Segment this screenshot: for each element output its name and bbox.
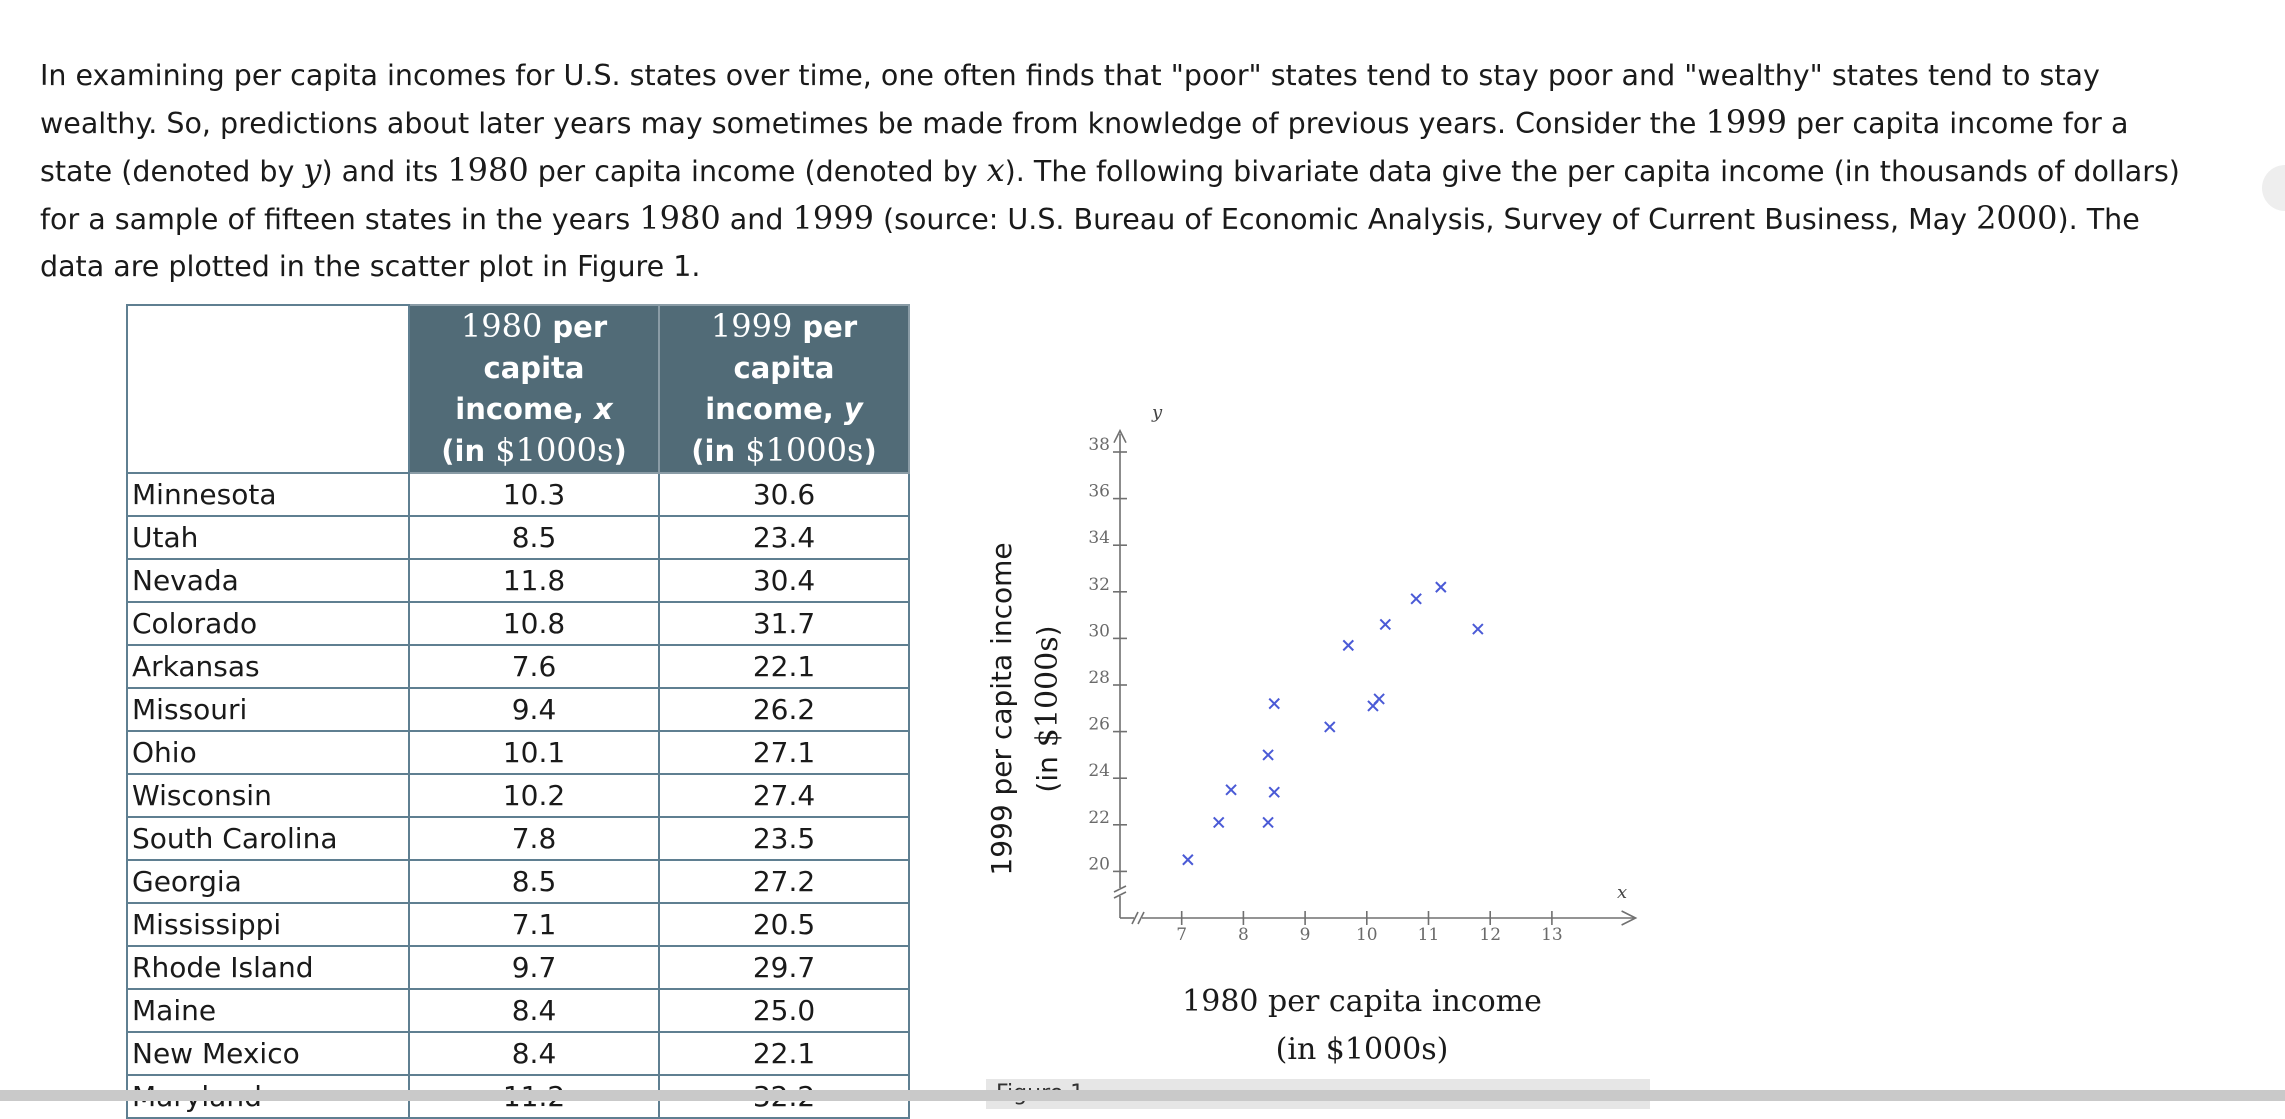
y-value-cell: 31.7 <box>659 602 909 645</box>
header-text: ) <box>863 434 877 468</box>
x-tick-label: 11 <box>1417 925 1440 945</box>
table-row <box>127 817 909 860</box>
x-value-cell: 8.5 <box>409 860 659 903</box>
intro-text: ) and its <box>321 155 448 188</box>
y-value-cell: 27.1 <box>659 731 909 774</box>
table-row <box>127 1032 909 1075</box>
header-1999-income <box>659 305 909 473</box>
data-point <box>1380 619 1390 629</box>
x-axis-label-text: per capita income <box>1258 984 1542 1019</box>
state-cell: Utah <box>127 516 409 559</box>
intro-text: In examining per capita incomes for U.S. states over time, one often finds that "poor" states tend to stay poor and "wealthy" states tend to stay wealthy. So, predictions about later years may sometimes be made from knowledge of previous years. Consider the <box>40 59 2100 140</box>
table-header-row <box>127 305 909 473</box>
header-text: per capita <box>483 310 608 385</box>
table-row <box>127 688 909 731</box>
x-value-cell: 10.2 <box>409 774 659 817</box>
table-row <box>127 559 909 602</box>
problem-intro <box>40 52 2190 290</box>
x-tick-label: 9 <box>1299 925 1311 945</box>
state-cell: Nevada <box>127 559 409 602</box>
table-row <box>127 989 909 1032</box>
axes <box>1114 431 1636 925</box>
year-2000: 2000 <box>1976 199 2058 237</box>
income-data-table <box>126 304 910 1119</box>
x-value-cell: 9.4 <box>409 688 659 731</box>
header-var: x <box>593 392 613 426</box>
intro-text: per capita income (denoted by <box>528 155 987 188</box>
intro-text: (source: U.S. Bureau of Economic Analysis, Survey of Current Business, May <box>873 203 1977 236</box>
header-year: 1999 <box>710 307 793 345</box>
var-x: x <box>986 151 1005 189</box>
data-point <box>1436 582 1446 592</box>
data-point <box>1183 855 1193 865</box>
table-row <box>127 602 909 645</box>
header-text: income, <box>455 392 594 426</box>
y-value-cell: 26.2 <box>659 688 909 731</box>
ticks <box>1088 435 1562 945</box>
table-body <box>127 473 909 1118</box>
header-text: per capita <box>733 310 858 385</box>
scatter-plot <box>980 380 1660 960</box>
header-text: ) <box>613 434 627 468</box>
x-value-cell: 7.8 <box>409 817 659 860</box>
data-point <box>1473 624 1483 634</box>
x-value-cell: 10.3 <box>409 473 659 516</box>
data-point <box>1374 694 1384 704</box>
state-cell: Ohio <box>127 731 409 774</box>
y-axis-label-line1: 1999 per capita income <box>985 542 1018 876</box>
data-points <box>1183 582 1483 865</box>
header-unit: $1000s <box>745 431 864 469</box>
state-cell: Maine <box>127 989 409 1032</box>
header-year: 1980 <box>460 307 543 345</box>
side-panel-tab[interactable] <box>2262 165 2285 211</box>
y-tick-label: 24 <box>1088 761 1110 782</box>
x-value-cell: 10.1 <box>409 731 659 774</box>
intro-text: ). The following bivariate data give the per capita income (in thousands of dollars) for a sample of fifteen states in the years <box>40 155 2180 236</box>
x-tick-label: 12 <box>1479 925 1502 945</box>
year-1980: 1980 <box>447 151 529 189</box>
state-cell: Arkansas <box>127 645 409 688</box>
intro-text: per capita income for a state (denoted by <box>40 107 2129 188</box>
y-value-cell: 27.2 <box>659 860 909 903</box>
intro-text: and <box>720 203 793 236</box>
header-text: income, <box>705 392 844 426</box>
y-tick-label: 20 <box>1088 854 1110 875</box>
x-axis-label-year: 1980 <box>1182 984 1259 1019</box>
state-cell: New Mexico <box>127 1032 409 1075</box>
y-value-cell: 30.6 <box>659 473 909 516</box>
year-1980: 1980 <box>639 199 721 237</box>
y-value-cell: 23.5 <box>659 817 909 860</box>
x-value-cell: 7.6 <box>409 645 659 688</box>
state-cell: Georgia <box>127 860 409 903</box>
x-axis-variable: x <box>1617 882 1628 903</box>
state-cell: Minnesota <box>127 473 409 516</box>
state-cell: Colorado <box>127 602 409 645</box>
table-row <box>127 473 909 516</box>
state-cell: Missouri <box>127 688 409 731</box>
data-point <box>1263 817 1273 827</box>
table-row <box>127 645 909 688</box>
header-text: (in <box>691 434 746 468</box>
x-tick-label: 8 <box>1237 925 1249 945</box>
x-value-cell: 8.4 <box>409 989 659 1032</box>
x-axis-label-line2: (in $1000s) <box>1275 1032 1449 1067</box>
table-row <box>127 774 909 817</box>
y-value-cell: 30.4 <box>659 559 909 602</box>
y-axis-variable: y <box>1152 402 1163 423</box>
data-point <box>1325 722 1335 732</box>
data-point <box>1226 785 1236 795</box>
y-tick-label: 30 <box>1088 621 1110 642</box>
state-cell: Rhode Island <box>127 946 409 989</box>
y-tick-label: 34 <box>1088 528 1110 549</box>
table-row <box>127 903 909 946</box>
y-value-cell: 25.0 <box>659 989 909 1032</box>
y-tick-label: 36 <box>1088 481 1110 502</box>
y-value-cell: 27.4 <box>659 774 909 817</box>
y-axis-label-text: (in <box>1031 747 1064 793</box>
header-unit: $1000s <box>495 431 614 469</box>
year-1999: 1999 <box>792 199 874 237</box>
header-1980-income <box>409 305 659 473</box>
header-text: (in <box>441 434 496 468</box>
data-point <box>1214 817 1224 827</box>
header-var: y <box>843 392 863 426</box>
y-value-cell: 23.4 <box>659 516 909 559</box>
y-axis-label <box>985 542 1065 875</box>
x-value-cell: 11.8 <box>409 559 659 602</box>
x-tick-label: 13 <box>1541 925 1563 945</box>
y-tick-label: 32 <box>1088 574 1110 595</box>
y-tick-label: 38 <box>1088 435 1110 455</box>
y-value-cell: 22.1 <box>659 645 909 688</box>
x-value-cell: 10.8 <box>409 602 659 645</box>
x-tick-label: 10 <box>1355 925 1378 945</box>
table-row <box>127 860 909 903</box>
y-tick-label: 28 <box>1088 668 1110 688</box>
y-axis-label-text: ) <box>1031 625 1064 637</box>
year-1999: 1999 <box>1705 103 1787 141</box>
x-value-cell: 8.4 <box>409 1032 659 1075</box>
y-axis-label-unit: $1000s <box>1030 636 1065 748</box>
horizontal-scrollbar[interactable] <box>0 1090 2285 1101</box>
y-tick-label: 22 <box>1088 807 1110 828</box>
y-value-cell: 29.7 <box>659 946 909 989</box>
table-row <box>127 731 909 774</box>
state-cell: South Carolina <box>127 817 409 860</box>
state-cell: Wisconsin <box>127 774 409 817</box>
table-row <box>127 946 909 989</box>
intro-text: ). The data are plotted in the scatter plot in Figure 1. <box>40 203 2140 283</box>
table-row <box>127 516 909 559</box>
data-point <box>1343 640 1353 650</box>
x-value-cell: 9.7 <box>409 946 659 989</box>
x-tick-label: 7 <box>1176 925 1188 945</box>
y-axis-label-line2 <box>1030 625 1065 792</box>
y-value-cell: 20.5 <box>659 903 909 946</box>
y-tick-label: 26 <box>1088 714 1110 735</box>
data-point <box>1269 787 1279 797</box>
y-value-cell: 22.1 <box>659 1032 909 1075</box>
state-cell: Mississippi <box>127 903 409 946</box>
x-axis-label-line1 <box>1062 984 1662 1019</box>
data-point <box>1269 699 1279 709</box>
data-point <box>1263 750 1273 760</box>
data-point <box>1411 594 1421 604</box>
x-value-cell: 8.5 <box>409 516 659 559</box>
table-corner-cell <box>127 305 409 473</box>
x-value-cell: 7.1 <box>409 903 659 946</box>
var-y: y <box>303 151 322 189</box>
